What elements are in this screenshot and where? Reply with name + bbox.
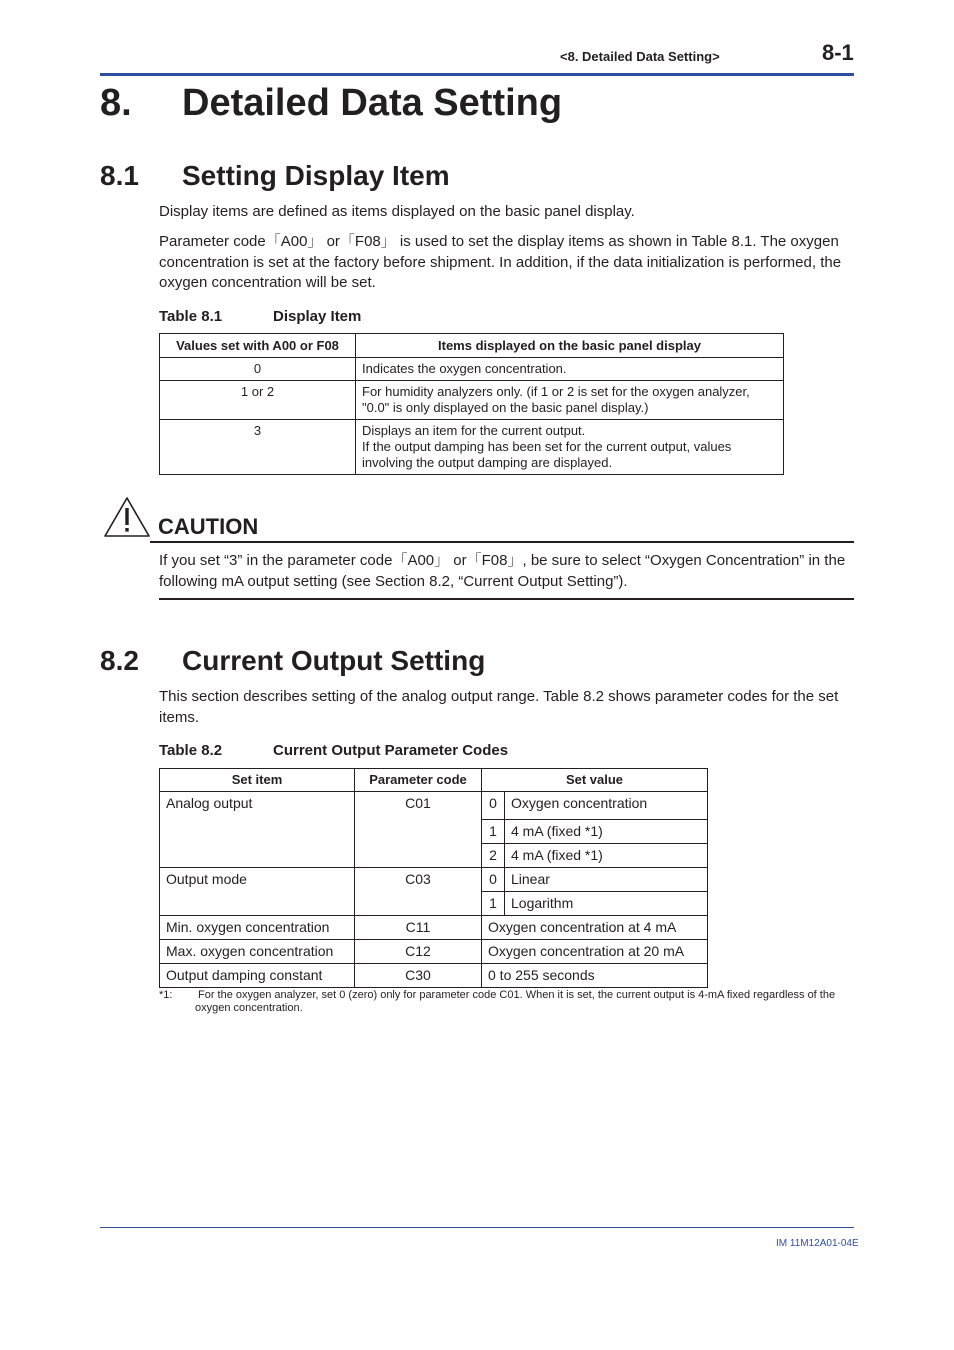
table-cell: Oxygen concentration at 4 mA xyxy=(482,916,708,940)
table-cell: 3 xyxy=(160,420,356,475)
footnote-mark: *1: xyxy=(159,989,173,1001)
chapter-title: Detailed Data Setting xyxy=(182,82,563,124)
table-cell: Logarithm xyxy=(505,892,708,916)
warning-triangle-icon xyxy=(103,496,151,538)
caution-title: CAUTION xyxy=(158,514,259,539)
table-header: Values set with A00 or F08 xyxy=(160,334,356,358)
table-cell: Output damping constant xyxy=(160,964,355,988)
table-row xyxy=(160,916,708,940)
table-cell: C01 xyxy=(355,792,482,868)
table-cell: C30 xyxy=(355,964,482,988)
chapter-number: 8. xyxy=(100,82,132,124)
paragraph: This section describes setting of the analog output range. Table 8.2 shows parameter codes for the set items. xyxy=(159,688,839,726)
footer-rule xyxy=(100,1227,854,1228)
table-cell: Min. oxygen concentration xyxy=(160,916,355,940)
table-caption-title: Current Output Parameter Codes xyxy=(273,742,509,759)
table-cell xyxy=(356,420,784,475)
cell-line: If the output damping has been set for the current output, values involving the output damping are displayed. xyxy=(362,439,732,470)
table-row xyxy=(160,381,784,420)
display-item-table xyxy=(159,333,784,475)
caution-text: If you set “3” in the parameter code「A00」 or「F08」, be sure to select “Oxygen Concentration” in the following mA output setting (see Section 8.2, “Current Output Setting”). xyxy=(159,552,846,590)
table-cell: 1 xyxy=(482,892,505,916)
paragraph: Display items are defined as items displayed on the basic panel display. xyxy=(159,203,635,220)
table-cell: 4 mA (fixed *1) xyxy=(505,844,708,868)
table-cell: C12 xyxy=(355,940,482,964)
paragraph: Parameter code「A00」 or「F08」 is used to set the display items as shown in Table 8.1. The oxygen concentration is set at the factory before shipment. In addition, if the data initialization is performed, the oxygen concentration will be set. xyxy=(159,233,842,291)
footnote-text: For the oxygen analyzer, set 0 (zero) only for parameter code C01. When it is set, the current output is 4-mA fixed regardless of the oxygen concentration. xyxy=(195,989,836,1014)
table-caption-number: Table 8.1 xyxy=(159,308,223,325)
table-caption-number: Table 8.2 xyxy=(159,742,223,759)
table-cell: 2 xyxy=(482,844,505,868)
table-row xyxy=(160,420,784,475)
table-header: Items displayed on the basic panel display xyxy=(356,334,784,358)
table-cell: 0 xyxy=(160,358,356,381)
cell-line: Displays an item for the current output. xyxy=(362,423,586,438)
section-title: Current Output Setting xyxy=(182,645,486,676)
caution-top-rule xyxy=(150,541,854,543)
table-cell: Output mode xyxy=(160,868,355,916)
table-cell: For humidity analyzers only. (if 1 or 2 is set for the oxygen analyzer, "0.0" is only displayed on the basic panel display.) xyxy=(356,381,784,420)
table-cell: Analog output xyxy=(160,792,355,868)
document-code: IM 11M12A01-04E xyxy=(776,1238,859,1249)
table-cell: C11 xyxy=(355,916,482,940)
table-cell: 4 mA (fixed *1) xyxy=(505,820,708,844)
table-row xyxy=(160,868,708,892)
table-row xyxy=(160,940,708,964)
running-header: <8. Detailed Data Setting> xyxy=(560,49,720,64)
table-header: Set value xyxy=(482,769,708,792)
table-cell: Linear xyxy=(505,868,708,892)
table-header: Parameter code xyxy=(355,769,482,792)
table-cell: 0 to 255 seconds xyxy=(482,964,708,988)
table-cell: Max. oxygen concentration xyxy=(160,940,355,964)
table-row xyxy=(160,792,708,820)
table-cell: 0 xyxy=(482,868,505,892)
table-cell: Oxygen concentration at 20 mA xyxy=(482,940,708,964)
page-number: 8-1 xyxy=(822,40,854,65)
table-cell: Oxygen concentration xyxy=(505,792,708,820)
section-number: 8.1 xyxy=(100,160,139,191)
table-cell: 1 xyxy=(482,820,505,844)
table-cell: C03 xyxy=(355,868,482,916)
table-row xyxy=(160,358,784,381)
section-number: 8.2 xyxy=(100,645,139,676)
table-caption-title: Display Item xyxy=(273,308,362,325)
section-title: Setting Display Item xyxy=(182,160,450,191)
table-cell: Indicates the oxygen concentration. xyxy=(356,358,784,381)
table-cell: 1 or 2 xyxy=(160,381,356,420)
table-row xyxy=(160,964,708,988)
header-rule xyxy=(100,73,854,76)
table-cell: 0 xyxy=(482,792,505,820)
current-output-table xyxy=(159,768,708,988)
caution-bottom-rule xyxy=(159,598,854,600)
table-header: Set item xyxy=(160,769,355,792)
